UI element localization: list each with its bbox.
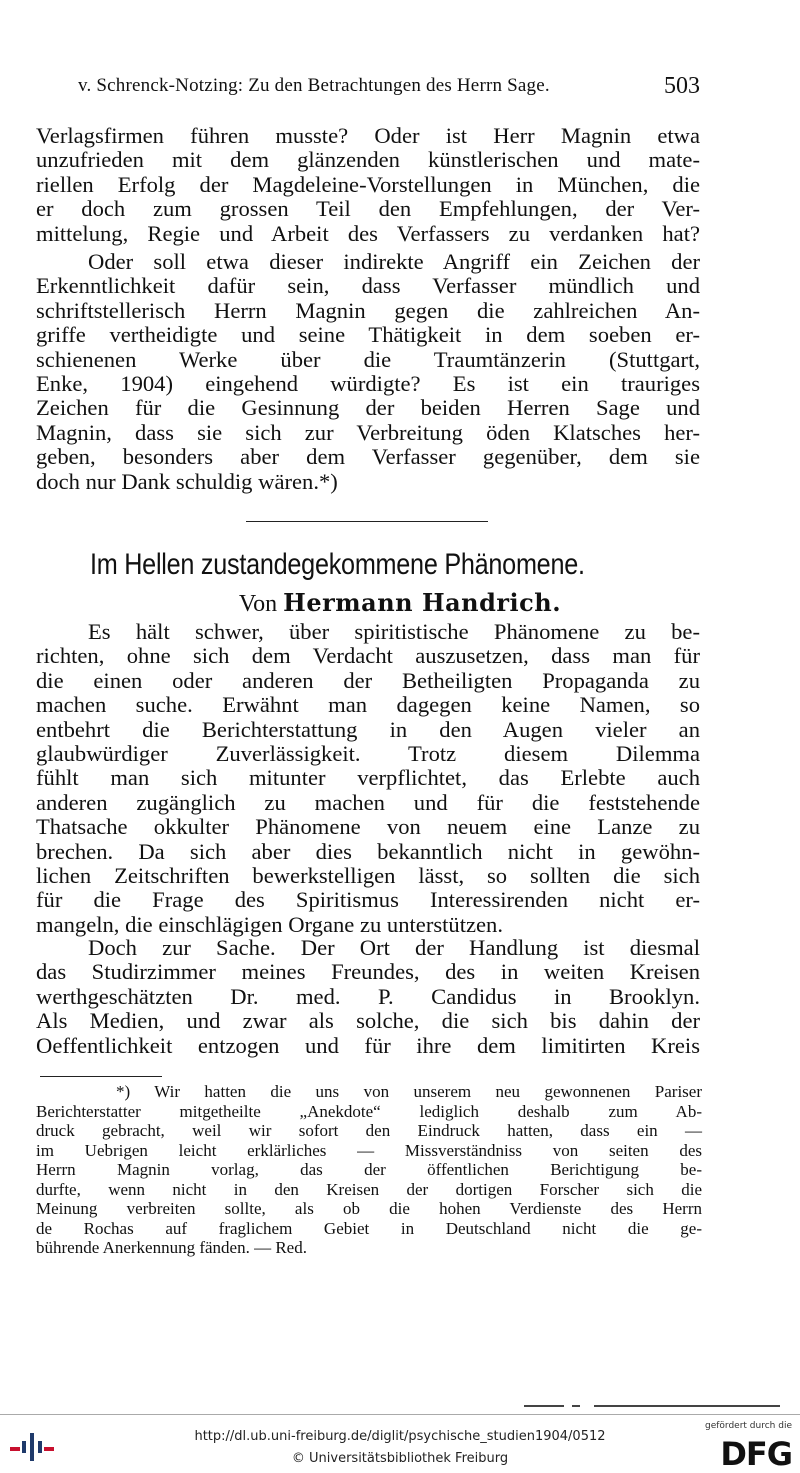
text-line: Oder soll etwa dieser indirekte Angriff ein Zeichen der <box>88 249 700 274</box>
footnote-line: im Uebrigen leicht erklärliches — Missverständniss von seiten des <box>36 1140 702 1160</box>
text-line: Magnin, dass sie sich zur Verbreitung öden Klatsches her- <box>36 419 700 445</box>
text-line: entbehrt die Berichterstattung in den Augen vieler an <box>36 716 700 742</box>
text-line: schriftstellerisch Herrn Magnin gegen die zahlreichen An- <box>36 297 700 323</box>
scan-edge-marks <box>0 1404 800 1408</box>
text-line: richten, ohne sich dem Verdacht auszusetzen, dass man für <box>36 643 700 669</box>
paragraph-4 <box>36 936 700 1058</box>
text-line: Doch zur Sache. Der Ort der Handlung ist diesmal <box>88 935 700 960</box>
footer-bar <box>0 1414 800 1473</box>
text-line: unzufrieden mit dem glänzenden künstlerischen und mate- <box>36 147 700 173</box>
paragraph-3 <box>36 620 700 937</box>
page-number: 503 <box>664 73 700 99</box>
text-line: griffe vertheidigte und seine Thätigkeit in dem soeben er- <box>36 322 700 348</box>
byline-prefix: Von <box>238 591 278 617</box>
text-line: riellen Erfolg der Magdeleine-Vorstellungen in München, die <box>36 171 700 197</box>
text-line: für die Frage des Spiritismus Interessirenden nicht er- <box>36 887 700 913</box>
paragraph-2 <box>36 250 700 494</box>
text-line: Als Medien, und zwar als solche, die sich bis dahin der <box>36 1008 700 1034</box>
article-title: Im Hellen zustandegekommene Phänomene. <box>90 548 585 581</box>
footnote-line: bührende Anerkennung fänden. — Red. <box>36 1238 307 1257</box>
footnote-line: Meinung verbreiten sollte, als ob die hohen Verdienste des Herrn <box>36 1199 702 1218</box>
text-line: glaubwürdiger Zuverlässigkeit. Trotz diesem Dilemma <box>36 741 700 767</box>
footnote-line: durfte, wenn nicht in den Kreisen der dortigen Forscher sich die <box>36 1179 702 1199</box>
paragraph-1 <box>36 124 700 246</box>
footnote <box>36 1082 702 1258</box>
section-divider <box>246 521 488 522</box>
page-header <box>78 75 700 105</box>
text-line: fühlt man sich mitunter verpflichtet, das Erlebte auch <box>36 765 700 791</box>
text-line: Oeffentlichkeit entzogen und für ihre dem limitirten Kreis <box>36 1032 700 1058</box>
text-line: mangeln, die einschlägigen Organe zu unterstützen. <box>36 911 503 937</box>
footnote-line: Berichterstatter mitgetheilte „Anekdote“ lediglich deshalb zum Ab- <box>36 1101 702 1121</box>
text-line: doch nur Dank schuldig wären.*) <box>36 468 338 494</box>
text-line: brechen. Da sich aber dies bekanntlich nicht in gewöhn- <box>36 838 700 864</box>
text-line: anderen zugänglich zu machen und für die feststehende <box>36 789 700 815</box>
text-line: Es hält schwer, über spiritistische Phänomene zu be- <box>88 619 700 644</box>
text-line: er doch zum grossen Teil den Empfehlungen, der Ver- <box>36 196 700 222</box>
footer-copyright: © Universitätsbibliothek Freiburg <box>291 1451 509 1466</box>
text-line: lichen Zeitschriften bewerkstelligen lässt, so sollten die sich <box>36 863 700 889</box>
footnote-line: Herrn Magnin vorlag, das der öffentlichen Berichtigung be- <box>36 1160 702 1179</box>
footnote-line: druck gebracht, weil wir sofort den Eindruck hatten, dass ein — <box>36 1121 702 1140</box>
text-line: das Studirzimmer meines Freundes, des in weiten Kreisen <box>36 959 700 985</box>
text-line: die einen oder anderen der Betheiligten Propaganda zu <box>36 667 700 693</box>
footnote-rule <box>40 1076 162 1077</box>
dfg-funding-note: gefördert durch die <box>705 1421 792 1431</box>
footnote-line: de Rochas auf fraglichem Gebiet in Deutschland nicht die ge- <box>36 1218 702 1238</box>
running-head: v. Schrenck-Notzing: Zu den Betrachtungen des Herrn Sage. <box>78 75 550 96</box>
footnote-line: *) Wir hatten die uns von unserem neu gewonnenen Pariser <box>116 1082 702 1101</box>
author-name: Hermann Handrich. <box>283 588 562 617</box>
text-line: mittelung, Regie und Arbeit des Verfassers zu verdanken hat? <box>36 220 700 246</box>
dfg-logo-text: DFG <box>720 1435 792 1473</box>
dfg-logo <box>704 1421 792 1473</box>
text-line: schienenen Werke über die Traumtänzerin (Stuttgart, <box>36 346 700 372</box>
text-line: Verlagsfirmen führen musste? Oder ist Herr Magnin etwa <box>36 123 700 148</box>
text-line: Enke, 1904) eingehend würdigte? Es ist ein trauriges <box>36 371 700 397</box>
text-line: machen suche. Erwähnt man dagegen keine Namen, so <box>36 692 700 718</box>
text-line: Thatsache okkulter Phänomene von neuem eine Lanze zu <box>36 814 700 840</box>
text-line: Erkenntlichkeit dafür sein, dass Verfasser mündlich und <box>36 273 700 299</box>
footer-url[interactable]: http://dl.ub.uni-freiburg.de/diglit/psychische_studien1904/0512 <box>194 1429 606 1444</box>
byline <box>0 588 800 618</box>
text-line: geben, besonders aber dem Verfasser gegenüber, dem sie <box>36 444 700 470</box>
text-line: werthgeschätzten Dr. med. P. Candidus in Brooklyn. <box>36 983 700 1009</box>
text-line: Zeichen für die Gesinnung der beiden Herren Sage und <box>36 395 700 421</box>
